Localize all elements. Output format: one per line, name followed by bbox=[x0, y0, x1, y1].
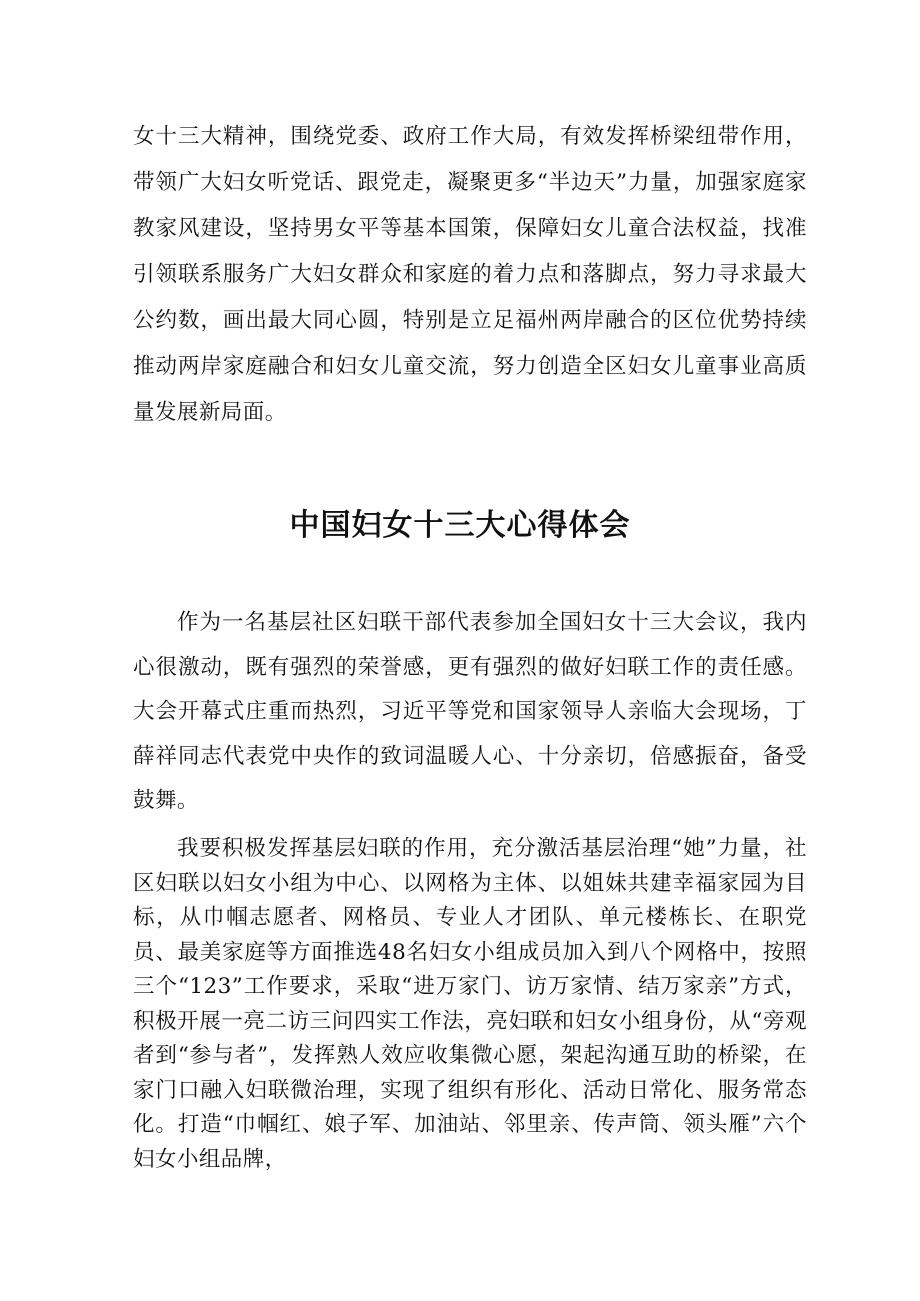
body-paragraph-2: 我要积极发挥基层妇联的作用，充分激活基层治理“她”力量，社区妇联以妇女小组为中心、以网格为主体、以姐妹共建幸福家园为目标，从巾帼志愿者、网格员、专业人才团队、单元楼栋长、在职党员、最美家庭等方面推选48名妇女小组成员加入到八个网格中，按照三个“123”工作要求，采取“进万家门、访万家情、结万家亲”方式，积极开展一亮二访三问四实工作法，亮妇联和妇女小组身份，从“旁观者到“参与者”，发挥熟人效应收集微心愿，架起沟通互助的桥梁，在家门口融入妇联微治理，实现了组织有形化、活动日常化、服务常态化。打造“巾帼红、娘子军、加油站、邻里亲、传声筒、领头雁”六个妇女小组品牌， bbox=[133, 836, 807, 1172]
continuation-paragraph: 女十三大精神，围绕党委、政府工作大局，有效发挥桥梁纽带作用，带领广大妇女听党话、跟党走，凝聚更多“半边天”力量，加强家庭家教家风建设，坚持男女平等基本国策，保障妇女儿童合法权益，找准引领联系服务广大妇女群众和家庭的着力点和落脚点，努力寻求最大公约数，画出最大同心圆，特别是立足福州两岸融合的区位优势持续推动两岸家庭融合和妇女儿童交流，努力创造全区妇女儿童事业高质量发展新局面。 bbox=[133, 124, 807, 425]
article-title: 中国妇女十三大心得体会 bbox=[289, 508, 631, 543]
body-paragraph-1: 作为一名基层社区妇联干部代表参加全国妇女十三大会议，我内心很激动，既有强烈的荣誉感，更有强烈的做好妇联工作的责任感。大会开幕式庄重而热烈，习近平等党和国家领导人亲临大会现场，丁薛祥同志代表党中央作的致词温暖人心、十分亲切，倍感振奋，备受鼓舞。 bbox=[133, 610, 807, 813]
